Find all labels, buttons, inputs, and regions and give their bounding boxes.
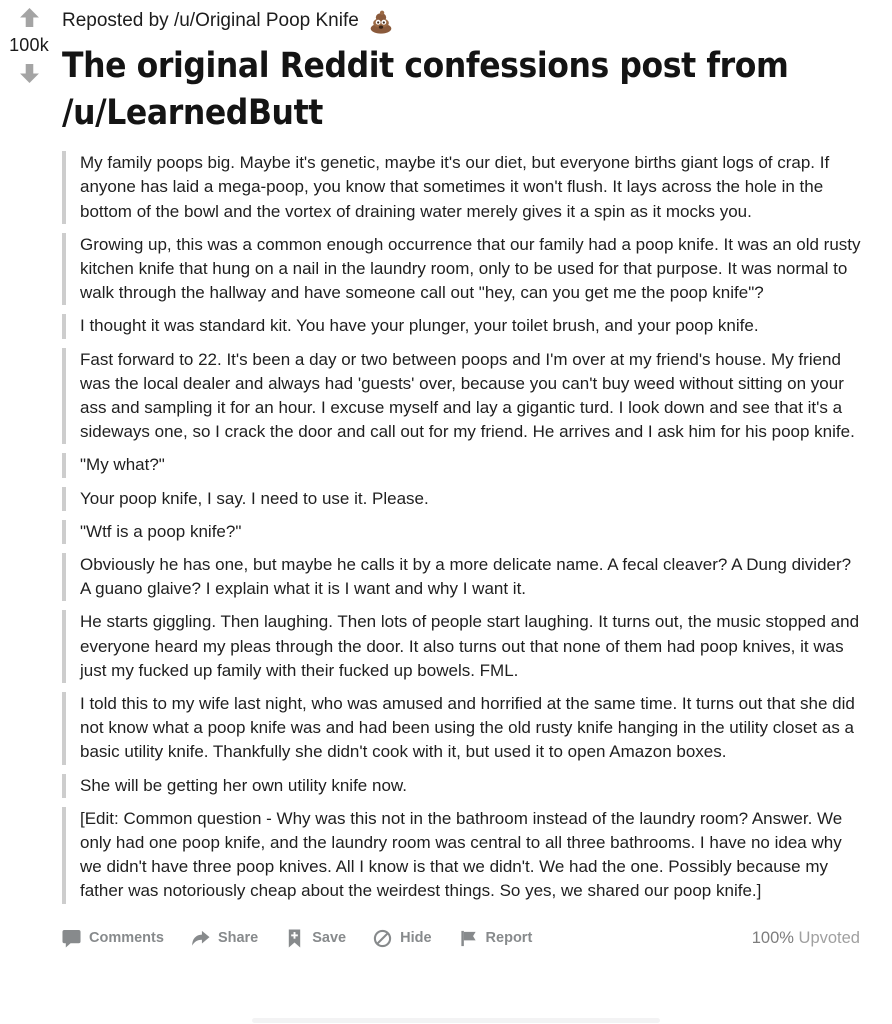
report-icon xyxy=(459,929,478,948)
upvote-percent: 100% xyxy=(751,928,794,947)
paragraph: "Wtf is a poop knife?" xyxy=(62,520,864,544)
paragraph: I thought it was standard kit. You have your plunger, your toilet brush, and your poop knife. xyxy=(62,314,864,338)
share-button[interactable] xyxy=(191,929,258,948)
vote-score: 100k xyxy=(9,35,49,55)
comment-icon xyxy=(62,929,81,948)
paragraph: Growing up, this was a common enough occurrence that our family had a poop knife. It was an old rusty kitchen knife that hung on a nail in the laundry room, only to be used for that purpose. It was normal to walk through the hallway and have someone call out "hey, can you get me the poop knife"? xyxy=(62,233,864,306)
comments-button[interactable] xyxy=(62,929,164,948)
upvote-ratio xyxy=(752,929,876,948)
report-button[interactable] xyxy=(459,929,533,948)
downvote-icon[interactable] xyxy=(19,63,40,84)
upvote-icon[interactable] xyxy=(19,7,40,28)
comments-label: Comments xyxy=(89,930,164,947)
paragraph: [Edit: Common question - Why was this not in the bathroom instead of the laundry room? Answer. We only had one poop knife, and the laundry room was central to all three bathrooms. I have no idea why we didn't have three poop knives. All I know is that we didn't. We had the one. Possibly because my father was notoriously cheap about the weirdest things. So yes, we shared our poop knife.] xyxy=(62,807,864,904)
save-icon xyxy=(285,929,304,948)
paragraph: "My what?" xyxy=(62,453,864,477)
post-body xyxy=(62,151,876,903)
upvoted-label: Upvoted xyxy=(798,928,860,947)
hide-icon xyxy=(373,929,392,948)
share-label: Share xyxy=(217,930,259,947)
action-bar xyxy=(62,929,876,948)
poop-emoji-icon xyxy=(368,8,394,34)
paragraph: My family poops big. Maybe it's genetic, maybe it's our diet, but everyone births giant logs of crap. If anyone has laid a mega-poop, you know that sometimes it won't flush. It lays across the hole in the bottom of the bowl and the vortex of draining water merely gives it a spin as it mocks you. xyxy=(62,151,864,224)
paragraph: Obviously he has one, but maybe he calls it by a more delicate name. A fecal cleaver? A Dung divider? A guano glaive? I explain what it is I want and why I want it. xyxy=(62,553,864,601)
bottom-divider xyxy=(252,1018,660,1023)
report-label: Report xyxy=(485,930,533,947)
repost-line xyxy=(62,6,876,36)
vote-column xyxy=(0,7,58,84)
paragraph: She will be getting her own utility knife now. xyxy=(62,774,864,798)
hide-button[interactable] xyxy=(373,929,431,948)
post-content xyxy=(62,6,892,948)
hide-label: Hide xyxy=(400,930,432,947)
save-button[interactable] xyxy=(285,929,346,948)
paragraph: Fast forward to 22. It's been a day or two between poops and I'm over at my friend's house. My friend was the local dealer and always had 'guests' over, because you can't buy weed without sitting on your ass and sampling it for an hour. I excuse myself and lay a gigantic turd. I look down and see that it's a sideways one, so I crack the door and call out for my friend. He arrives and I ask him for his poop knife. xyxy=(62,348,864,445)
paragraph: He starts giggling. Then laughing. Then lots of people start laughing. It turns out, the music stopped and everyone heard my pleas through the door. It also turns out that none of them had poop knives, it was just my fucked up family with their fucked up bowels. FML. xyxy=(62,610,864,683)
save-label: Save xyxy=(312,930,347,947)
paragraph: Your poop knife, I say. I need to use it. Please. xyxy=(62,487,864,511)
paragraph: I told this to my wife last night, who was amused and horrified at the same time. It turns out that she did not know what a poop knife was and had been using the old rusty knife hanging in the utility closet as a basic utility knife. Thankfully she didn't cook with it, but used it to open Amazon boxes. xyxy=(62,692,864,765)
reposted-by-text[interactable]: Reposted by /u/Original Poop Knife xyxy=(62,10,359,31)
share-icon xyxy=(191,929,210,948)
post-title: The original Reddit confessions post from /u/LearnedButt xyxy=(62,46,789,133)
